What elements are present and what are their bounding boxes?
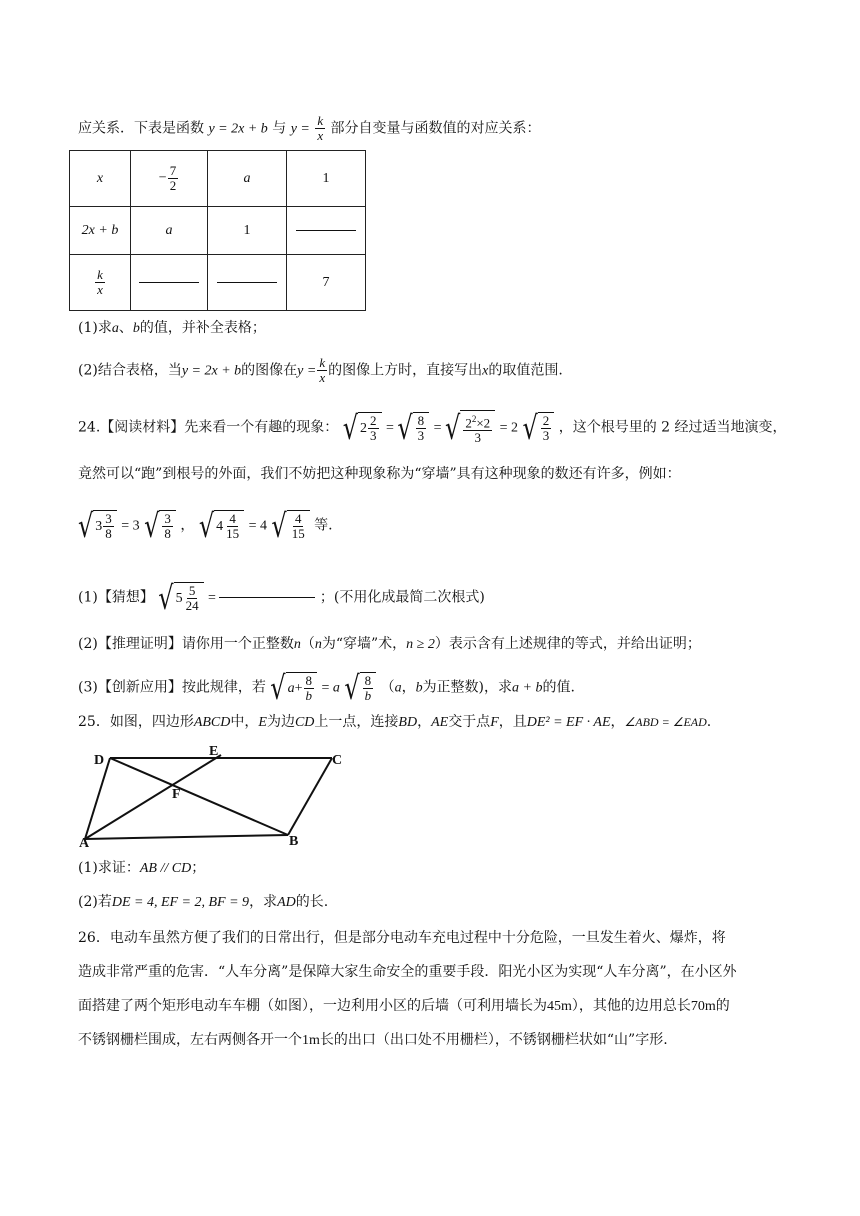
answer-blank — [296, 230, 356, 231]
fraction-numerator: k — [97, 267, 103, 282]
minus-sign: − — [158, 170, 167, 186]
fraction-denominator: x — [97, 282, 103, 297]
sqrt-expression: √ 2 $\frac{2}{3}$ — [343, 412, 382, 443]
segment-ad: AD — [277, 895, 296, 910]
fraction — [95, 268, 105, 297]
text: ，求 — [249, 894, 278, 910]
text: 交于点 — [448, 714, 491, 730]
cell-x-2: a — [208, 151, 287, 207]
table-row — [70, 207, 366, 255]
sqrt-expression: √ $\frac{4}{15}$ — [271, 510, 309, 541]
q26-line1 — [78, 928, 726, 948]
text: (2)【推理证明】请你用一个正整数 — [78, 636, 294, 652]
angle-equation: ∠ABD = ∠EAD — [624, 715, 707, 729]
text: (2)若 — [78, 894, 112, 910]
sqrt-expression: √ $\frac{8}{3}$ — [397, 412, 429, 443]
side-ab — [85, 835, 288, 839]
text: 不锈钢栅栏围成，左右两侧各开一个 — [78, 1032, 302, 1048]
text: 等. — [314, 517, 333, 534]
fraction-denominator: x — [319, 370, 326, 385]
text: 的图像上方时，直接写出 — [328, 362, 483, 379]
sqrt-expression: √ $\frac{2^2\times 2}{3}$ — [445, 410, 495, 445]
text: ），其他的边用总长 — [571, 998, 691, 1014]
text: (1)求证： — [78, 860, 140, 876]
side-cb — [288, 758, 332, 835]
expression: a + b — [512, 680, 543, 696]
text: . — [706, 714, 712, 730]
q24-examples: √ 3 $\frac{3}{8}$ = 3 √ $\frac{3}{8}$ ， √ 4 $\frac{4}{15}$ = 4 √ $\frac{4}{15}$ 等. — [78, 506, 333, 545]
intro-text: 应关系．下表是函数 — [78, 120, 204, 137]
text: ；(不用化成最简二次根式) — [319, 589, 485, 606]
cell-linear-2: 1 — [208, 207, 287, 255]
text: (3)【创新应用】按此规律，若 — [78, 679, 266, 696]
text: ）表示含有上述规律的等式，并给出证明； — [434, 636, 701, 652]
fraction — [317, 356, 327, 385]
equation: DE = 4, EF = 2, BF = 9 — [111, 895, 250, 910]
segment-ae: AE — [431, 715, 449, 730]
text: ， — [610, 714, 625, 730]
text: 长的出口（出口处不用栅栏），不锈钢栅栏状如“山”字形. — [319, 1032, 668, 1048]
text: 造成非常严重的危害．“人车分离”是保障大家生命安全的重要手段．阳光小区为实现“人车分离”，在小区外 — [78, 964, 737, 980]
segment-cd: CD — [294, 715, 315, 730]
point-e: E — [258, 715, 267, 730]
row-label-x: x — [70, 151, 131, 207]
text: (2)结合表格，当 — [78, 362, 182, 379]
figure-lines — [85, 755, 332, 839]
var-b: b — [415, 680, 423, 696]
text: ，这个根号里的 2 经过适当地演变， — [558, 419, 787, 436]
label-f: F — [172, 787, 181, 802]
cell-inverse-3: 7 — [287, 255, 366, 311]
fraction-numerator: k — [317, 113, 324, 128]
text: （ — [380, 679, 395, 696]
q24-part2 — [78, 634, 701, 655]
quadrilateral: ABCD — [193, 715, 231, 730]
text: 竟然可以“跑”到根号的外面，我们不妨把这种现象称为“穿墙”具有这种现象的数还有许多，例如： — [78, 466, 681, 482]
text: 为“穿墙”术， — [321, 636, 407, 652]
q24-part1: (1)【猜想】 √ 5 $\frac{5}{24}$ = ；(不用化成最简二次根式) — [78, 578, 485, 617]
q24-head: 24.【阅读材料】先来看一个有趣的现象： √ 2 $\frac{2}{3}$ = √ $\frac{8}{3}$ = √ $\frac{2^2\times 2}{3}$ = 2 √ $\frac{2}{3}$ ，这个根号里的 2 经过适当地演变， — [78, 408, 787, 447]
cell-inverse-2 — [208, 255, 287, 311]
inverse-function-lhs: y = — [297, 363, 317, 379]
cell-x-1 — [131, 151, 208, 207]
row-label-inverse — [70, 255, 131, 311]
q25-part1 — [78, 858, 205, 879]
label-b: B — [289, 834, 299, 848]
sqrt-expression: √ 5 $\frac{5}{24}$ — [158, 582, 203, 613]
q24-part3: (3)【创新应用】按此规律，若 √ a + $\frac{8}{b}$ = a √ $\frac{8}{b}$ （a，b为正整数)，求a + b的值. — [78, 668, 575, 707]
inverse-function-fraction — [315, 114, 325, 143]
var-n: n — [314, 637, 322, 652]
text: ； — [191, 860, 206, 876]
sqrt-expression: √ 4 $\frac{4}{15}$ — [199, 510, 244, 541]
sqrt-expression: √ $\frac{8}{b}$ — [344, 672, 376, 703]
linear-function: y = 2x + b — [181, 363, 242, 379]
var-a: a — [111, 321, 119, 336]
q26-line2 — [78, 962, 737, 982]
equation: AB // CD — [139, 861, 192, 876]
fraction-denominator: x — [317, 128, 324, 143]
cell-linear-1: a — [131, 207, 208, 255]
sqrt-expression: √ $\frac{3}{8}$ — [144, 510, 176, 541]
text: 、 — [118, 320, 133, 336]
answer-blank — [217, 282, 277, 283]
q25-part2 — [78, 892, 328, 913]
fraction-numerator: k — [319, 355, 326, 370]
text: (1)【猜想】 — [78, 589, 154, 606]
equation: DE² = EF · AE — [526, 715, 611, 730]
text: ， — [401, 679, 416, 696]
answer-blank — [139, 282, 199, 283]
fraction-numerator: 7 — [169, 163, 177, 178]
intro-conj: 与 — [272, 120, 287, 137]
q24-line2 — [78, 464, 681, 484]
text: 25．如图，四边形 — [78, 714, 194, 730]
q23-part1 — [78, 318, 266, 339]
text: 的值. — [542, 679, 575, 696]
fraction-denominator: 2 — [169, 178, 177, 193]
inverse-function-lhs: y = — [290, 121, 310, 137]
text: 的值，并补全表格； — [139, 320, 266, 336]
row-label-linear: 2x + b — [70, 207, 131, 255]
var-x: x — [482, 363, 489, 379]
cell-linear-3 — [287, 207, 366, 255]
label-d: D — [94, 753, 105, 768]
fraction — [168, 164, 179, 193]
segment-bd: BD — [398, 715, 418, 730]
sqrt-expression: √ a + $\frac{8}{b}$ — [270, 672, 317, 703]
var-n: n — [293, 637, 301, 652]
table-row — [70, 255, 366, 311]
text: 上一点，连接 — [314, 714, 399, 730]
text: ， — [180, 517, 195, 534]
text: 为边 — [266, 714, 295, 730]
parallelogram-figure — [76, 744, 356, 848]
q26-line3 — [78, 996, 730, 1017]
q23-part2 — [78, 356, 563, 385]
answer-blank — [219, 597, 315, 598]
measure: 1m — [302, 1033, 320, 1048]
value-table — [69, 150, 366, 311]
text: ，且 — [498, 714, 527, 730]
text: 中， — [230, 714, 259, 730]
linear-function: y = 2x + b — [208, 121, 268, 137]
text: 的长. — [295, 894, 329, 910]
measure: 45m — [547, 999, 572, 1014]
text: ， — [417, 714, 432, 730]
measure: 70m — [690, 999, 716, 1014]
text: (1)求 — [78, 320, 112, 336]
text: 为正整数)，求 — [422, 679, 513, 696]
q25-statement — [78, 712, 711, 733]
text: 24.【阅读材料】先来看一个有趣的现象： — [78, 419, 339, 436]
cell-inverse-1 — [131, 255, 208, 311]
q26-line4 — [78, 1030, 668, 1051]
text: 的图像在 — [241, 362, 298, 379]
text: （ — [300, 636, 315, 652]
label-c: C — [332, 753, 343, 768]
text: 的 — [715, 998, 730, 1014]
var-b: b — [132, 321, 140, 336]
sqrt-expression: √ $\frac{2}{3}$ — [522, 412, 554, 443]
table-row — [70, 151, 366, 207]
point-f: F — [490, 715, 499, 730]
text: 面搭建了两个矩形电动车车棚（如图），一边利用小区的后墙（可利用墙长为 — [78, 998, 547, 1014]
sqrt-expression: √ 3 $\frac{3}{8}$ — [78, 510, 117, 541]
cell-x-3: 1 — [287, 151, 366, 207]
q23-intro — [78, 114, 541, 143]
label-e: E — [209, 744, 219, 759]
intro-text-end: 部分自变量与函数值的对应关系： — [330, 120, 541, 137]
text: 26．电动车虽然方便了我们的日常出行，但是部分电动车充电过程中十分危险，一旦发生着火、爆炸，将 — [78, 930, 726, 946]
var-a: a — [394, 680, 402, 696]
label-a: A — [79, 836, 90, 848]
text: 的取值范围. — [488, 362, 563, 379]
condition: n ≥ 2 — [406, 637, 435, 652]
